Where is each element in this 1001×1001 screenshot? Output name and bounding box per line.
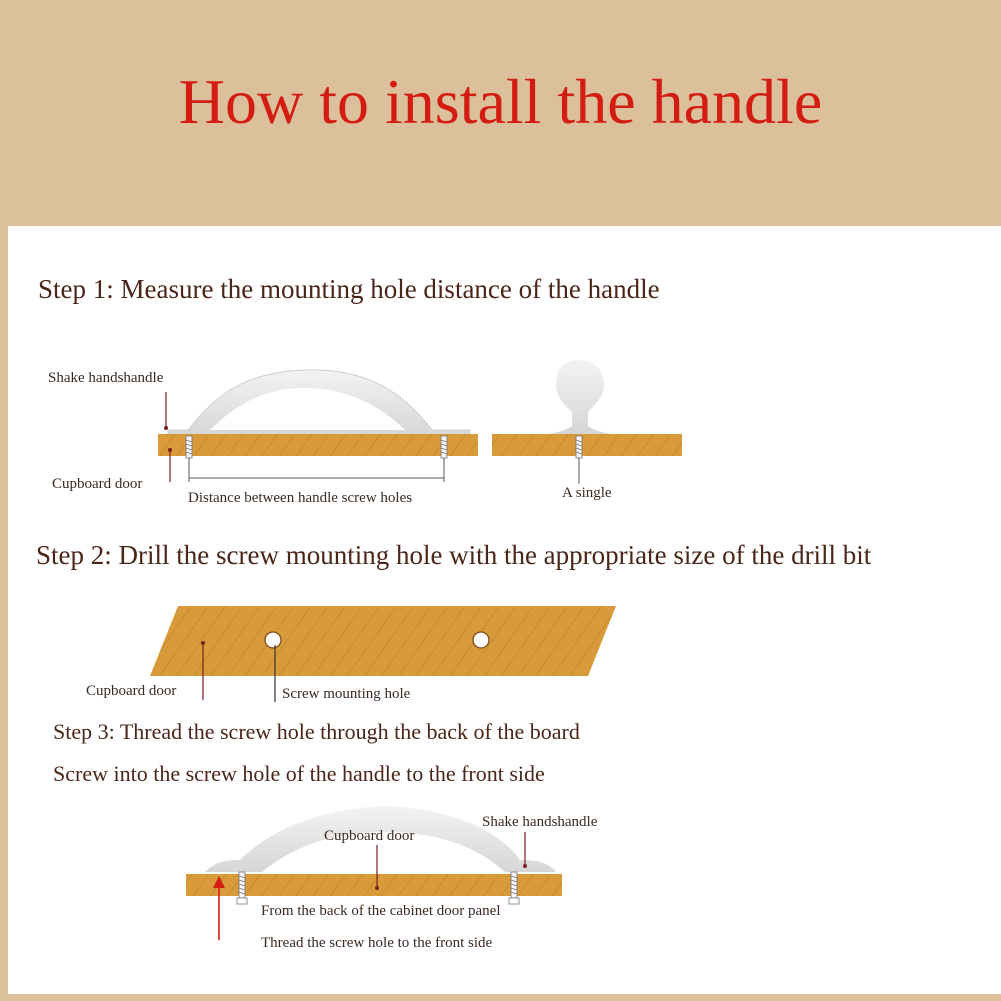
label-cupboard-door-2: Cupboard door: [86, 683, 177, 699]
step1-diagram: [158, 360, 682, 484]
cupboard-door-board-3: [150, 606, 616, 676]
cupboard-door-board-1: [158, 434, 478, 456]
label-shake-handle-2: Shake handshandle: [482, 814, 598, 830]
step2-heading: Step 2: Drill the screw mounting hole with the appropriate size of the drill bit: [36, 540, 872, 570]
screw-icon: [441, 436, 447, 458]
step3-subheading: Screw into the screw hole of the handle to the front side: [53, 761, 545, 786]
label-distance: Distance between handle screw holes: [188, 490, 413, 506]
drill-hole-icon: [473, 632, 489, 648]
knob-handle: [548, 360, 612, 434]
label-cupboard-door-1: Cupboard door: [52, 476, 143, 492]
label-thread-front: Thread the screw hole to the front side: [261, 935, 493, 951]
step1-heading: Step 1: Measure the mounting hole distance of the handle: [38, 274, 660, 304]
arrow-up-icon: [213, 876, 225, 940]
label-shake-handle-1: Shake handshandle: [48, 370, 164, 386]
page-title: How to install the handle: [178, 66, 823, 137]
step3-heading: Step 3: Thread the screw hole through the back of the board: [53, 719, 580, 744]
label-back-panel: From the back of the cabinet door panel: [261, 903, 501, 919]
label-screw-hole: Screw mounting hole: [282, 686, 411, 702]
cupboard-door-board-2: [492, 434, 682, 456]
drill-hole-icon: [265, 632, 281, 648]
screw-icon: [186, 436, 192, 458]
label-single: A single: [562, 485, 612, 501]
label-cupboard-door-3: Cupboard door: [324, 828, 415, 844]
screw-icon: [576, 436, 582, 458]
